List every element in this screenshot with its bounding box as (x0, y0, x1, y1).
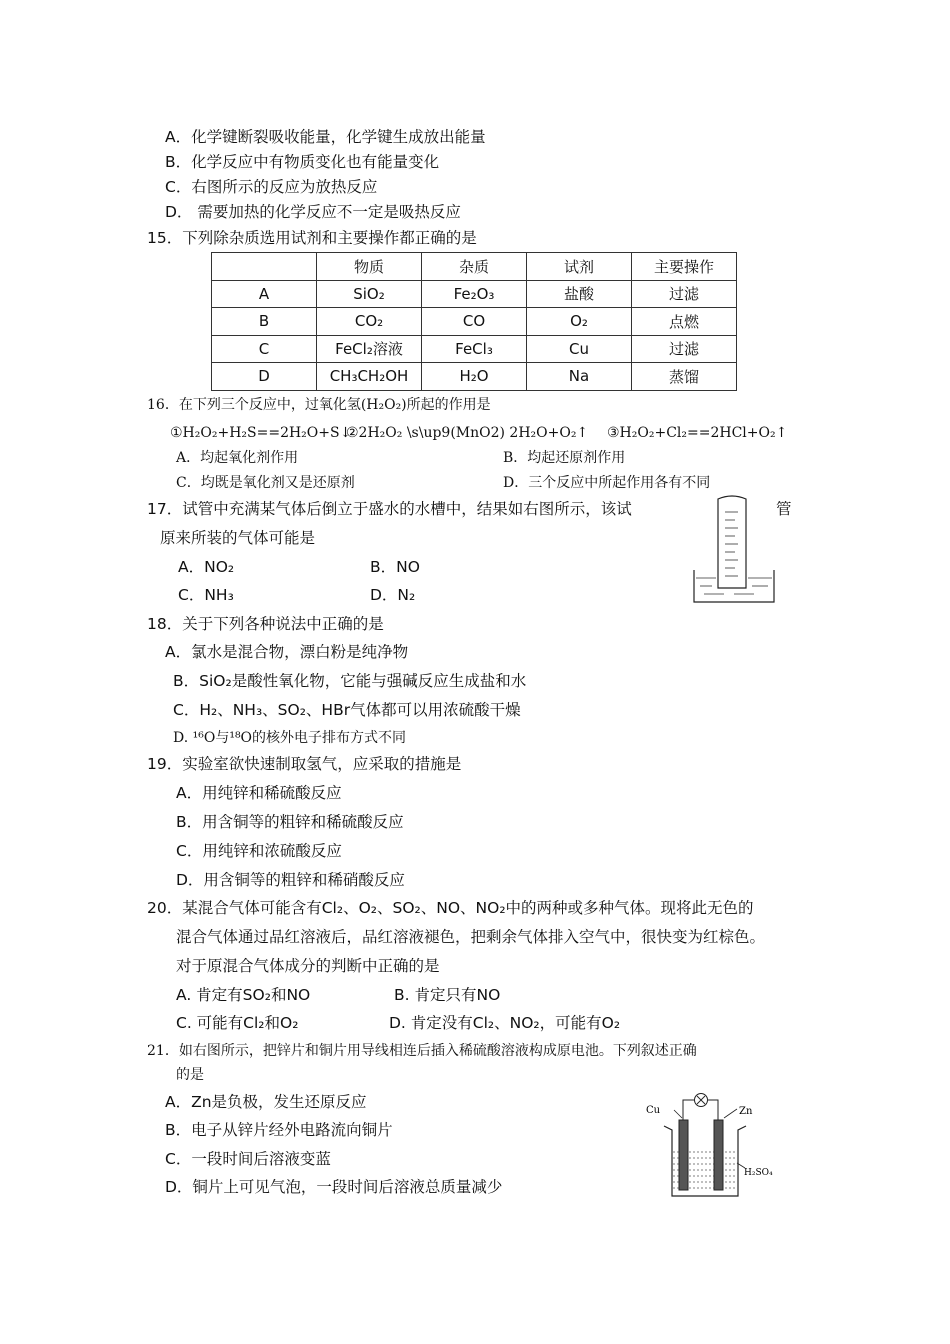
table-cell: 过滤 (632, 335, 737, 363)
q15-table (211, 252, 737, 391)
q17-stem-tail: 管 (776, 500, 792, 518)
table-header-cell: 物质 (317, 253, 422, 281)
table-cell: 蒸馏 (632, 363, 737, 391)
inverted-test-tube-figure (690, 494, 780, 606)
q20-option-d: D. 肯定没有Cl₂、NO₂，可能有O₂ (389, 1014, 621, 1032)
table-cell: O₂ (527, 308, 632, 336)
q20-stem-line3: 对于原混合气体成分的判断中正确的是 (176, 957, 440, 975)
table-header-cell: 试剂 (527, 253, 632, 281)
table-cell: 过滤 (632, 280, 737, 308)
q17-option-c: C．NH₃ (178, 586, 234, 604)
q19-stem: 19．实验室欲快速制取氢气，应采取的措施是 (147, 755, 462, 773)
q15-stem: 15．下列除杂质选用试剂和主要操作都正确的是 (147, 229, 477, 247)
table-header-cell: 杂质 (422, 253, 527, 281)
q18-stem: 18．关于下列各种说法中正确的是 (147, 615, 384, 633)
q16-option-a: A．均起氧化剂作用 (176, 450, 299, 466)
table-cell: SiO₂ (317, 280, 422, 308)
q20-stem-line2: 混合气体通过品红溶液后，品红溶液褪色，把剩余气体排入空气中，很快变为红棕色。 (176, 928, 766, 946)
q21-option-c: C．一段时间后溶液变蓝 (165, 1150, 331, 1168)
q16-reaction-2: ②2H₂O₂ \s\up9(MnO2) 2H₂O+O₂↑ (346, 425, 589, 441)
q16-stem: 16．在下列三个反应中，过氧化氢(H₂O₂)所起的作用是 (147, 397, 491, 413)
q14-option-a: A．化学键断裂吸收能量，化学键生成放出能量 (165, 128, 486, 146)
q16-option-b: B．均起还原剂作用 (503, 450, 626, 466)
q17-option-a: A．NO₂ (178, 558, 235, 576)
table-cell: CO (422, 308, 527, 336)
q21-stem-line1: 21．如右图所示，把锌片和铜片用导线相连后插入稀硫酸溶液构成原电池。下列叙述正确 (147, 1043, 697, 1059)
q19-option-c: C．用纯锌和浓硫酸反应 (176, 842, 342, 860)
table-header-cell: 主要操作 (632, 253, 737, 281)
table-cell: Na (527, 363, 632, 391)
table-cell: A (212, 280, 317, 308)
table-cell: Cu (527, 335, 632, 363)
q17-option-d: D．N₂ (370, 586, 416, 604)
q21-option-a: A．Zn是负极，发生还原反应 (165, 1093, 367, 1111)
table-row (212, 335, 737, 363)
table-cell: C (212, 335, 317, 363)
fig-label-zn: Zn (739, 1106, 753, 1117)
q20-option-b: B. 肯定只有NO (394, 986, 501, 1004)
table-cell: Fe₂O₃ (422, 280, 527, 308)
q21-option-d: D．铜片上可见气泡，一段时间后溶液总质量减少 (165, 1178, 503, 1196)
fig-label-acid: H₂SO₄ (744, 1168, 773, 1178)
q16-option-c: C．均既是氧化剂又是还原剂 (176, 475, 355, 491)
q16-option-d: D．三个反应中所起作用各有不同 (503, 475, 711, 491)
q17-option-b: B．NO (370, 558, 420, 576)
table-cell: H₂O (422, 363, 527, 391)
table-cell: 盐酸 (527, 280, 632, 308)
table-cell: 点燃 (632, 308, 737, 336)
q17-stem-line2: 原来所装的气体可能是 (160, 529, 316, 547)
q21-stem-line2: 的是 (176, 1067, 204, 1083)
galvanic-cell-figure (640, 1088, 790, 1203)
table-cell: FeCl₂溶液 (317, 335, 422, 363)
q16-reaction-1: ①H₂O₂+H₂S==2H₂O+S↓ (170, 425, 352, 441)
table-header-row (212, 253, 737, 281)
q16-reaction-3: ③H₂O₂+Cl₂==2HCl+O₂↑ (607, 425, 788, 441)
q14-option-c: C．右图所示的反应为放热反应 (165, 178, 378, 196)
q20-stem-line1: 20．某混合气体可能含有Cl₂、O₂、SO₂、NO、NO₂中的两种或多种气体。现将此无色的 (147, 899, 754, 917)
q18-option-c: C．H₂、NH₃、SO₂、HBr气体都可以用浓硫酸干燥 (173, 701, 521, 719)
fig-label-cu: Cu (646, 1105, 661, 1116)
table-cell: CH₃CH₂OH (317, 363, 422, 391)
q14-option-b: B．化学反应中有物质变化也有能量变化 (165, 153, 440, 171)
q21-option-b: B．电子从锌片经外电路流向铜片 (165, 1121, 393, 1139)
table-cell: D (212, 363, 317, 391)
table-row (212, 280, 737, 308)
q18-option-d: D. ¹⁶O与¹⁸O的核外电子排布方式不同 (173, 730, 407, 746)
q18-option-a: A．氯水是混合物，漂白粉是纯净物 (165, 643, 409, 661)
q20-option-a: A. 肯定有SO₂和NO (176, 986, 311, 1004)
table-row (212, 363, 737, 391)
table-row (212, 308, 737, 336)
q14-option-d: D． 需要加热的化学反应不一定是吸热反应 (165, 203, 461, 221)
table-cell: CO₂ (317, 308, 422, 336)
q18-option-b: B．SiO₂是酸性氧化物，它能与强碱反应生成盐和水 (173, 672, 527, 690)
q19-option-d: D．用含铜等的粗锌和稀硝酸反应 (176, 871, 405, 889)
q19-option-b: B．用含铜等的粗锌和稀硫酸反应 (176, 813, 404, 831)
q19-option-a: A．用纯锌和稀硫酸反应 (176, 784, 342, 802)
table-cell: B (212, 308, 317, 336)
copper-electrode (679, 1120, 688, 1190)
zinc-electrode (714, 1120, 723, 1190)
table-header-cell (212, 253, 317, 281)
q17-stem-line1: 17．试管中充满某气体后倒立于盛水的水槽中，结果如右图所示，该试 (147, 500, 632, 518)
q20-option-c: C. 可能有Cl₂和O₂ (176, 1014, 299, 1032)
table-cell: FeCl₃ (422, 335, 527, 363)
